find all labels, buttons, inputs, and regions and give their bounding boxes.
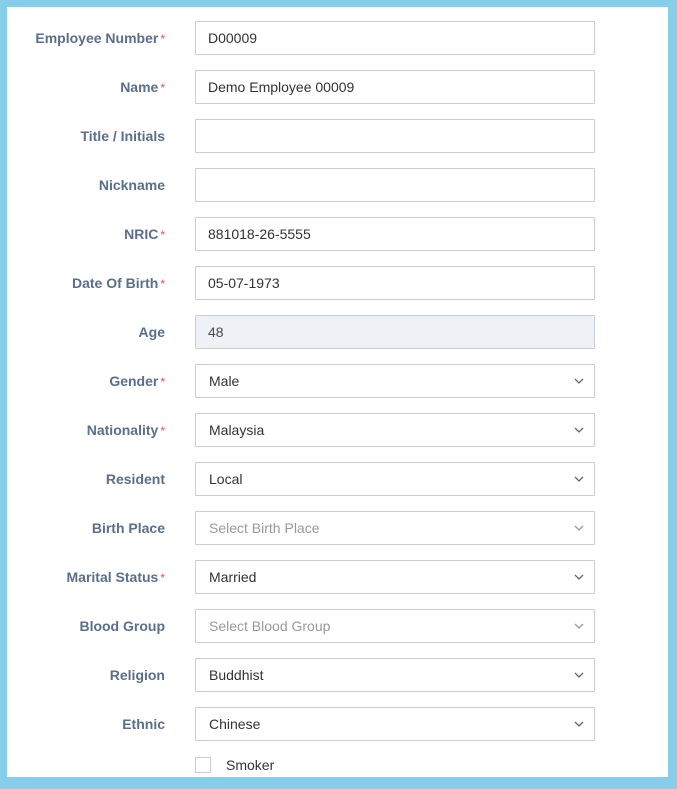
name-input[interactable] [195, 70, 595, 104]
gender-label: Gender * [109, 373, 165, 389]
required-marker: * [160, 277, 165, 291]
title-initials-input[interactable] [195, 119, 595, 153]
religion-select[interactable] [195, 658, 595, 692]
required-marker: * [160, 571, 165, 585]
resident-value: Local [209, 471, 243, 487]
nickname-input[interactable] [195, 168, 595, 202]
marital-status-row [7, 560, 668, 594]
required-marker: * [160, 375, 165, 389]
employee-number-row [7, 21, 668, 55]
chevron-down-icon [574, 622, 584, 630]
required-marker: * [160, 32, 165, 46]
age-input [195, 315, 595, 349]
religion-value: Buddhist [209, 667, 264, 683]
marital-status-label: Marital Status * [66, 569, 165, 585]
title-initials-label: Title / Initials [80, 128, 165, 144]
chevron-down-icon [574, 671, 584, 679]
chevron-down-icon [574, 475, 584, 483]
gender-value: Male [209, 373, 240, 389]
gender-row [7, 364, 668, 398]
title-initials-row [7, 119, 668, 153]
employee-number-input[interactable] [195, 21, 595, 55]
blood-group-select[interactable] [195, 609, 595, 643]
required-marker: * [160, 81, 165, 95]
nationality-row [7, 413, 668, 447]
name-row [7, 70, 668, 104]
resident-select[interactable] [195, 462, 595, 496]
smoker-checkbox[interactable] [195, 757, 211, 773]
required-marker: * [160, 228, 165, 242]
marital-status-value: Married [209, 569, 257, 585]
nationality-label: Nationality * [86, 422, 165, 438]
smoker-label[interactable]: Smoker [226, 757, 275, 773]
age-label: Age [138, 324, 165, 340]
nric-input[interactable] [195, 217, 595, 251]
date-of-birth-label: Date Of Birth * [71, 275, 165, 291]
marital-status-select[interactable] [195, 560, 595, 594]
nationality-select[interactable] [195, 413, 595, 447]
nickname-row [7, 168, 668, 202]
chevron-down-icon [574, 524, 584, 532]
chevron-down-icon [574, 720, 584, 728]
birth-place-select[interactable] [195, 511, 595, 545]
birth-place-label: Birth Place [91, 520, 165, 536]
name-label: Name * [120, 79, 165, 95]
birth-place-placeholder: Select Birth Place [209, 520, 320, 536]
religion-label: Religion [109, 667, 165, 683]
gender-select[interactable] [195, 364, 595, 398]
blood-group-label: Blood Group [79, 618, 165, 634]
resident-row [7, 462, 668, 496]
ethnic-label: Ethnic [122, 716, 165, 732]
nric-row [7, 217, 668, 251]
date-of-birth-row [7, 266, 668, 300]
blood-group-placeholder: Select Blood Group [209, 618, 331, 634]
chevron-down-icon [574, 573, 584, 581]
chevron-down-icon [574, 426, 584, 434]
nickname-label: Nickname [98, 177, 165, 193]
employee-form-panel [7, 7, 668, 777]
date-of-birth-input[interactable] [195, 266, 595, 300]
required-marker: * [160, 424, 165, 438]
employee-number-label: Employee Number * [35, 30, 165, 46]
religion-row [7, 658, 668, 692]
resident-label: Resident [105, 471, 165, 487]
age-row [7, 315, 668, 349]
nric-label: NRIC * [124, 226, 165, 242]
ethnic-select[interactable] [195, 707, 595, 741]
ethnic-value: Chinese [209, 716, 261, 732]
blood-group-row [7, 609, 668, 643]
chevron-down-icon [574, 377, 584, 385]
birth-place-row [7, 511, 668, 545]
nationality-value: Malaysia [209, 422, 265, 438]
ethnic-row [7, 707, 668, 741]
